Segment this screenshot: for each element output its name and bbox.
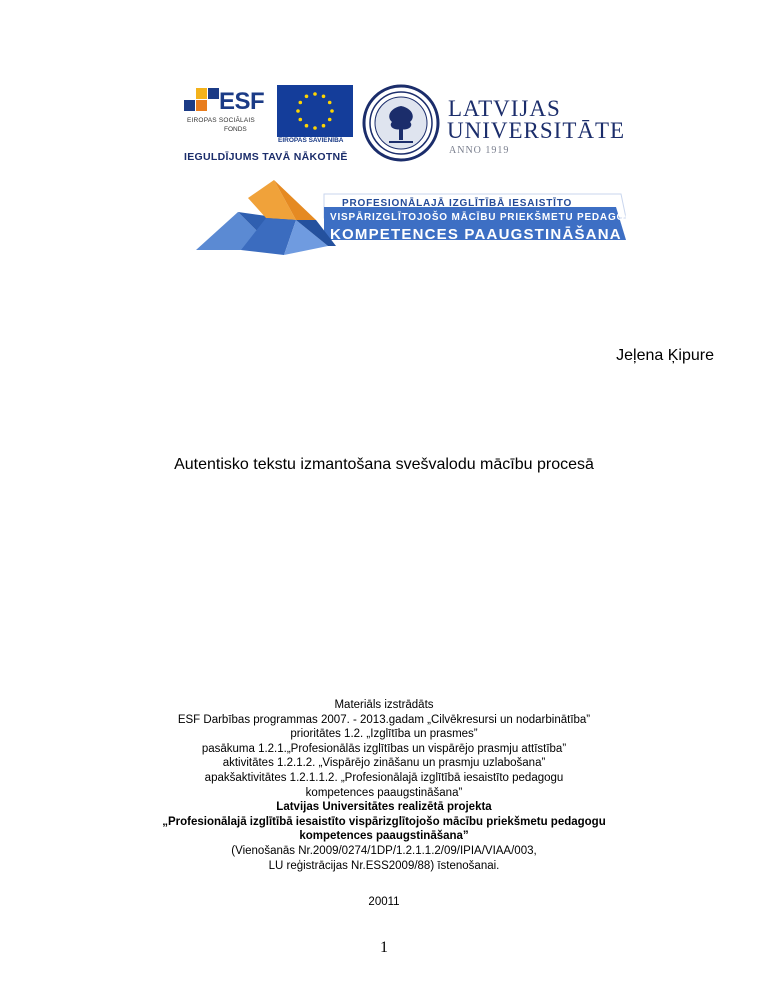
banner-line-2: VISPĀRIZGLĪTOJOŠO MĀCĪBU PRIEKŠMETU PEDAGOGU: [330, 212, 642, 223]
university-seal-icon: [362, 84, 440, 162]
author-name: Jeļena Ķipure: [616, 347, 714, 364]
imprint-line: apakšaktivitātes 1.2.1.1.2. „Profesionālajā izglītībā iesaistīto pedagogu: [204, 771, 564, 784]
eu-star-icon: [299, 101, 303, 105]
eu-star-icon: [313, 126, 317, 130]
imprint-line: aktivitātes 1.2.1.2. „Vispārējo zināšanu un prasmju uzlabošana”: [222, 757, 546, 770]
eu-star-icon: [322, 124, 326, 128]
university-anno: ANNO 1919: [449, 145, 510, 156]
eu-star-icon: [328, 101, 332, 105]
eu-star-icon: [305, 95, 309, 99]
eu-star-icon: [296, 109, 300, 113]
eu-flag-icon: [277, 85, 353, 137]
esf-logo-mark: [184, 88, 218, 114]
university-name-line-2: UNIVERSITĀTE: [447, 118, 626, 143]
page-number: 1: [380, 939, 388, 956]
imprint-project-line: kompetences paaugstināšana”: [299, 830, 469, 843]
imprint-agreement-line: (Vienošanās Nr.2009/0274/1DP/1.2.1.1.2/09/IPIA/VIAA/003,: [231, 844, 537, 857]
esf-logo-subtitle-2: FONDS: [224, 126, 247, 133]
imprint-line: kompetences paaugstināšana”: [305, 786, 463, 799]
imprint-project-line: „Profesionālajā izglītībā iesaistīto vispārizglītojošo mācību priekšmetu pedagogu: [162, 815, 606, 828]
eu-star-icon: [322, 95, 326, 99]
eu-caption: EIROPAS SAVIENĪBA: [278, 137, 344, 144]
imprint-block: [60, 698, 708, 873]
eu-star-icon: [328, 118, 332, 122]
eu-star-icon: [330, 109, 334, 113]
eu-star-icon: [299, 118, 303, 122]
imprint-agreement-line: LU reģistrācijas Nr.ESS2009/88) īstenošanai.: [268, 859, 500, 872]
imprint-project-line: Latvijas Universitātes realizētā projekta: [276, 801, 492, 814]
document-title: Autentisko tekstu izmantošana svešvalodu mācību procesā: [174, 456, 594, 473]
banner-line-3: KOMPETENCES PAAUGSTINĀŠANA: [330, 226, 622, 243]
banner-line-1: PROFESIONĀLAJĀ IZGLĪTĪBĀ IESAISTĪTO: [342, 198, 573, 209]
eu-star-icon: [313, 92, 317, 96]
imprint-line: Materiāls izstrādāts: [334, 699, 434, 711]
esf-logo-word: ESF: [219, 88, 265, 115]
esf-logo-subtitle-1: EIROPAS SOCIĀLAIS: [187, 117, 255, 124]
imprint-line: pasākuma 1.2.1.„Profesionālās izglītības un vispārējo prasmju attīstība”: [201, 742, 567, 755]
imprint-line: ESF Darbības programmas 2007. - 2013.gadam „Cilvēkresursi un nodarbinātība”: [177, 713, 591, 726]
publication-year: 20011: [368, 896, 400, 908]
imprint-line: prioritātes 1.2. „Izglītība un prasmes”: [290, 728, 478, 741]
eu-star-icon: [305, 124, 309, 128]
investment-slogan: IEGULDĪJUMS TAVĀ NĀKOTNĒ: [184, 151, 348, 163]
university-name-line-1: LATVIJAS: [448, 96, 561, 121]
